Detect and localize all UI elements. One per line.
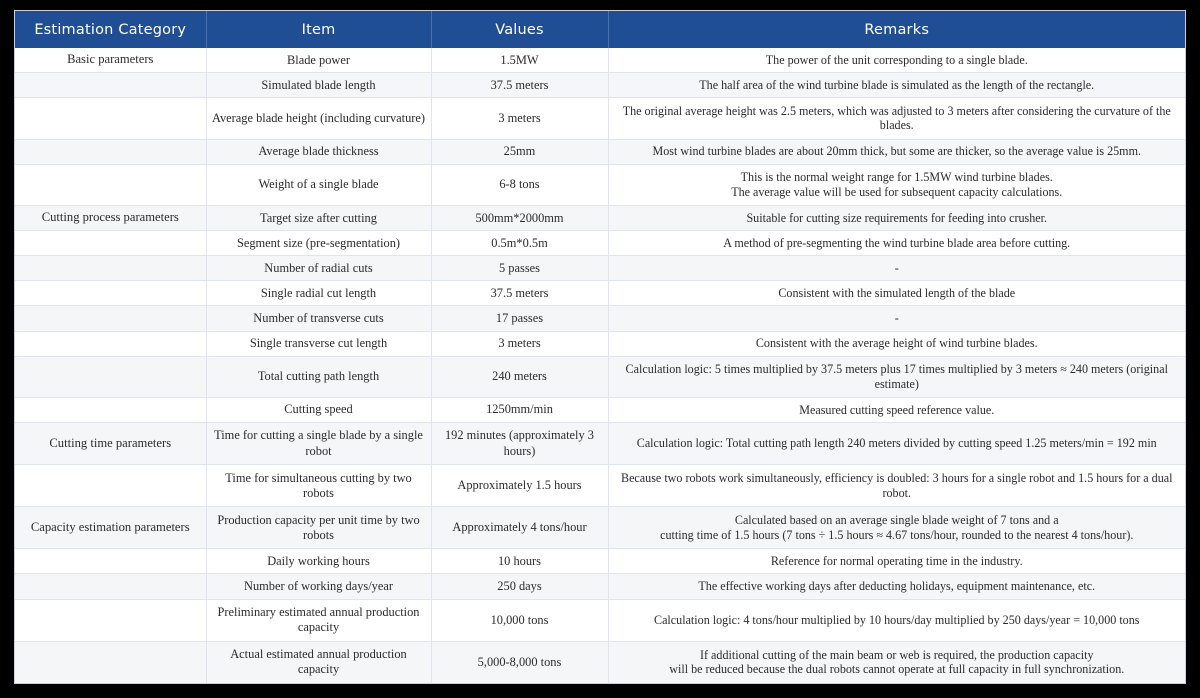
remarks-line: Consistent with the simulated length of the blade [778, 286, 1016, 301]
cell-item: Time for simultaneous cutting by two robots [206, 465, 431, 507]
remarks-line: Consistent with the average height of wind turbine blades. [755, 336, 1038, 351]
estimation-table [15, 11, 1185, 683]
table-row [15, 599, 1185, 641]
cell-remarks [608, 507, 1185, 549]
remarks-line: will be reduced because the dual robots cannot operate at full capacity in full synchronization. [669, 662, 1125, 677]
remarks-line: Reference for normal operating time in the industry. [770, 554, 1023, 569]
cell-value: 240 meters [431, 356, 608, 397]
column-header-estimation-category: Estimation Category [15, 11, 206, 48]
cell-remarks [608, 549, 1185, 574]
cell-value: 17 passes [431, 306, 608, 331]
cell-estimation-category [15, 549, 206, 574]
cell-estimation-category [15, 281, 206, 306]
table-header [15, 11, 1185, 48]
remarks-line: Measured cutting speed reference value. [799, 402, 995, 417]
table-row [15, 231, 1185, 256]
cell-item: Number of working days/year [206, 574, 431, 599]
cell-estimation-category [15, 98, 206, 139]
table-row [15, 98, 1185, 139]
cell-remarks [608, 574, 1185, 599]
column-header-values: Values [431, 11, 608, 48]
table-row [15, 356, 1185, 397]
cell-estimation-category: Basic parameters [15, 48, 206, 73]
table-row [15, 164, 1185, 205]
table-row [15, 331, 1185, 356]
remarks-line: This is the normal weight range for 1.5MW wind turbine blades. [740, 170, 1053, 185]
cell-estimation-category [15, 599, 206, 641]
cell-value: 5,000-8,000 tons [431, 641, 608, 683]
table-row [15, 256, 1185, 281]
estimation-table-container [14, 10, 1186, 684]
remarks-line: cutting time of 1.5 hours (7 tons ÷ 1.5 hours ≈ 4.67 tons/hour, rounded to the nearest 4 tons/hour). [660, 527, 1134, 542]
remarks-line: Calculation logic: 5 times multiplied by 37.5 meters plus 17 times multiplied by 3 meters ≈ 240 meters (original estimate) [625, 361, 1168, 391]
cell-item: Production capacity per unit time by two robots [206, 507, 431, 549]
cell-estimation-category [15, 465, 206, 507]
cell-remarks [608, 397, 1185, 422]
cell-value: 10,000 tons [431, 599, 608, 641]
cell-item: Average blade thickness [206, 139, 431, 164]
cell-item: Single transverse cut length [206, 331, 431, 356]
cell-item: Cutting speed [206, 397, 431, 422]
cell-remarks [608, 641, 1185, 683]
cell-value: 192 minutes (approximately 3 hours) [431, 422, 608, 464]
table-row [15, 397, 1185, 422]
cell-estimation-category [15, 331, 206, 356]
cell-item: Weight of a single blade [206, 164, 431, 205]
remarks-line: Calculation logic: 4 tons/hour multiplied by 10 hours/day multiplied by 250 days/year = 10,000 tons [654, 612, 1140, 627]
cell-remarks [608, 206, 1185, 231]
cell-value: 1.5MW [431, 48, 608, 73]
cell-value: 25mm [431, 139, 608, 164]
cell-remarks [608, 422, 1185, 464]
cell-remarks [608, 465, 1185, 507]
remarks-line: - [894, 311, 899, 326]
cell-estimation-category [15, 641, 206, 683]
cell-remarks [608, 98, 1185, 139]
cell-item: Simulated blade length [206, 73, 431, 98]
remarks-line: If additional cutting of the main beam or web is required, the production capacity [699, 647, 1094, 662]
table-row [15, 306, 1185, 331]
cell-remarks [608, 231, 1185, 256]
cell-item: Total cutting path length [206, 356, 431, 397]
cell-value: 5 passes [431, 256, 608, 281]
cell-estimation-category [15, 231, 206, 256]
cell-estimation-category [15, 73, 206, 98]
cell-estimation-category [15, 574, 206, 599]
remarks-line: The power of the unit corresponding to a single blade. [765, 52, 1028, 67]
cell-value: 10 hours [431, 549, 608, 574]
remarks-line: Because two robots work simultaneously, efficiency is doubled: 3 hours for a single robot and 1.5 hours for a dual robot. [621, 470, 1173, 500]
cell-value: 0.5m*0.5m [431, 231, 608, 256]
cell-item: Time for cutting a single blade by a single robot [206, 422, 431, 464]
table-row [15, 206, 1185, 231]
cell-item: Number of transverse cuts [206, 306, 431, 331]
table-row [15, 507, 1185, 549]
cell-item: Actual estimated annual production capacity [206, 641, 431, 683]
cell-remarks [608, 281, 1185, 306]
remarks-line: Calculation logic: Total cutting path length 240 meters divided by cutting speed 1.25 meters/min = 192 min [636, 436, 1157, 451]
cell-estimation-category [15, 306, 206, 331]
cell-item: Segment size (pre-segmentation) [206, 231, 431, 256]
cell-value: 3 meters [431, 98, 608, 139]
cell-value: 3 meters [431, 331, 608, 356]
remarks-line: The average value will be used for subsequent capacity calculations. [731, 184, 1063, 199]
remarks-line: Suitable for cutting size requirements for feeding into crusher. [746, 210, 1048, 225]
table-row [15, 48, 1185, 73]
cell-remarks [608, 599, 1185, 641]
table-row [15, 641, 1185, 683]
cell-remarks [608, 356, 1185, 397]
cell-estimation-category: Cutting process parameters [15, 206, 206, 231]
cell-item: Target size after cutting [206, 206, 431, 231]
cell-remarks [608, 48, 1185, 73]
cell-remarks [608, 139, 1185, 164]
remarks-line: A method of pre-segmenting the wind turbine blade area before cutting. [723, 235, 1071, 250]
remarks-line: The effective working days after deducting holidays, equipment maintenance, etc. [698, 579, 1096, 594]
table-row [15, 549, 1185, 574]
table-row [15, 574, 1185, 599]
table-row [15, 281, 1185, 306]
remarks-line: - [894, 261, 899, 275]
remarks-line: The original average height was 2.5 meters, which was adjusted to 3 meters after considering the curvature of the blades. [622, 103, 1171, 133]
cell-estimation-category [15, 356, 206, 397]
cell-value: Approximately 1.5 hours [431, 465, 608, 507]
cell-remarks [608, 306, 1185, 331]
table-body [15, 48, 1185, 683]
cell-remarks [608, 73, 1185, 98]
remarks-line: Calculated based on an average single blade weight of 7 tons and a [734, 513, 1059, 528]
table-row [15, 422, 1185, 464]
remarks-line: Most wind turbine blades are about 20mm thick, but some are thicker, so the average value is 25mm. [652, 144, 1141, 159]
cell-estimation-category [15, 256, 206, 281]
cell-item: Single radial cut length [206, 281, 431, 306]
column-header-remarks: Remarks [608, 11, 1185, 48]
cell-value: 250 days [431, 574, 608, 599]
cell-value: Approximately 4 tons/hour [431, 507, 608, 549]
cell-remarks [608, 164, 1185, 205]
cell-value: 37.5 meters [431, 73, 608, 98]
cell-item: Number of radial cuts [206, 256, 431, 281]
cell-item: Blade power [206, 48, 431, 73]
cell-value: 500mm*2000mm [431, 206, 608, 231]
remarks-line: The half area of the wind turbine blade is simulated as the length of the rectangle. [699, 77, 1095, 92]
table-row [15, 139, 1185, 164]
cell-item: Average blade height (including curvature) [206, 98, 431, 139]
cell-estimation-category: Capacity estimation parameters [15, 507, 206, 549]
cell-estimation-category [15, 139, 206, 164]
cell-value: 6-8 tons [431, 164, 608, 205]
cell-estimation-category [15, 164, 206, 205]
column-header-item: Item [206, 11, 431, 48]
cell-item: Preliminary estimated annual production capacity [206, 599, 431, 641]
cell-remarks [608, 256, 1185, 281]
cell-item: Daily working hours [206, 549, 431, 574]
table-row [15, 465, 1185, 507]
cell-value: 37.5 meters [431, 281, 608, 306]
cell-estimation-category [15, 397, 206, 422]
table-header-row [15, 11, 1185, 48]
cell-remarks [608, 331, 1185, 356]
cell-estimation-category: Cutting time parameters [15, 422, 206, 464]
table-row [15, 73, 1185, 98]
cell-value: 1250mm/min [431, 397, 608, 422]
